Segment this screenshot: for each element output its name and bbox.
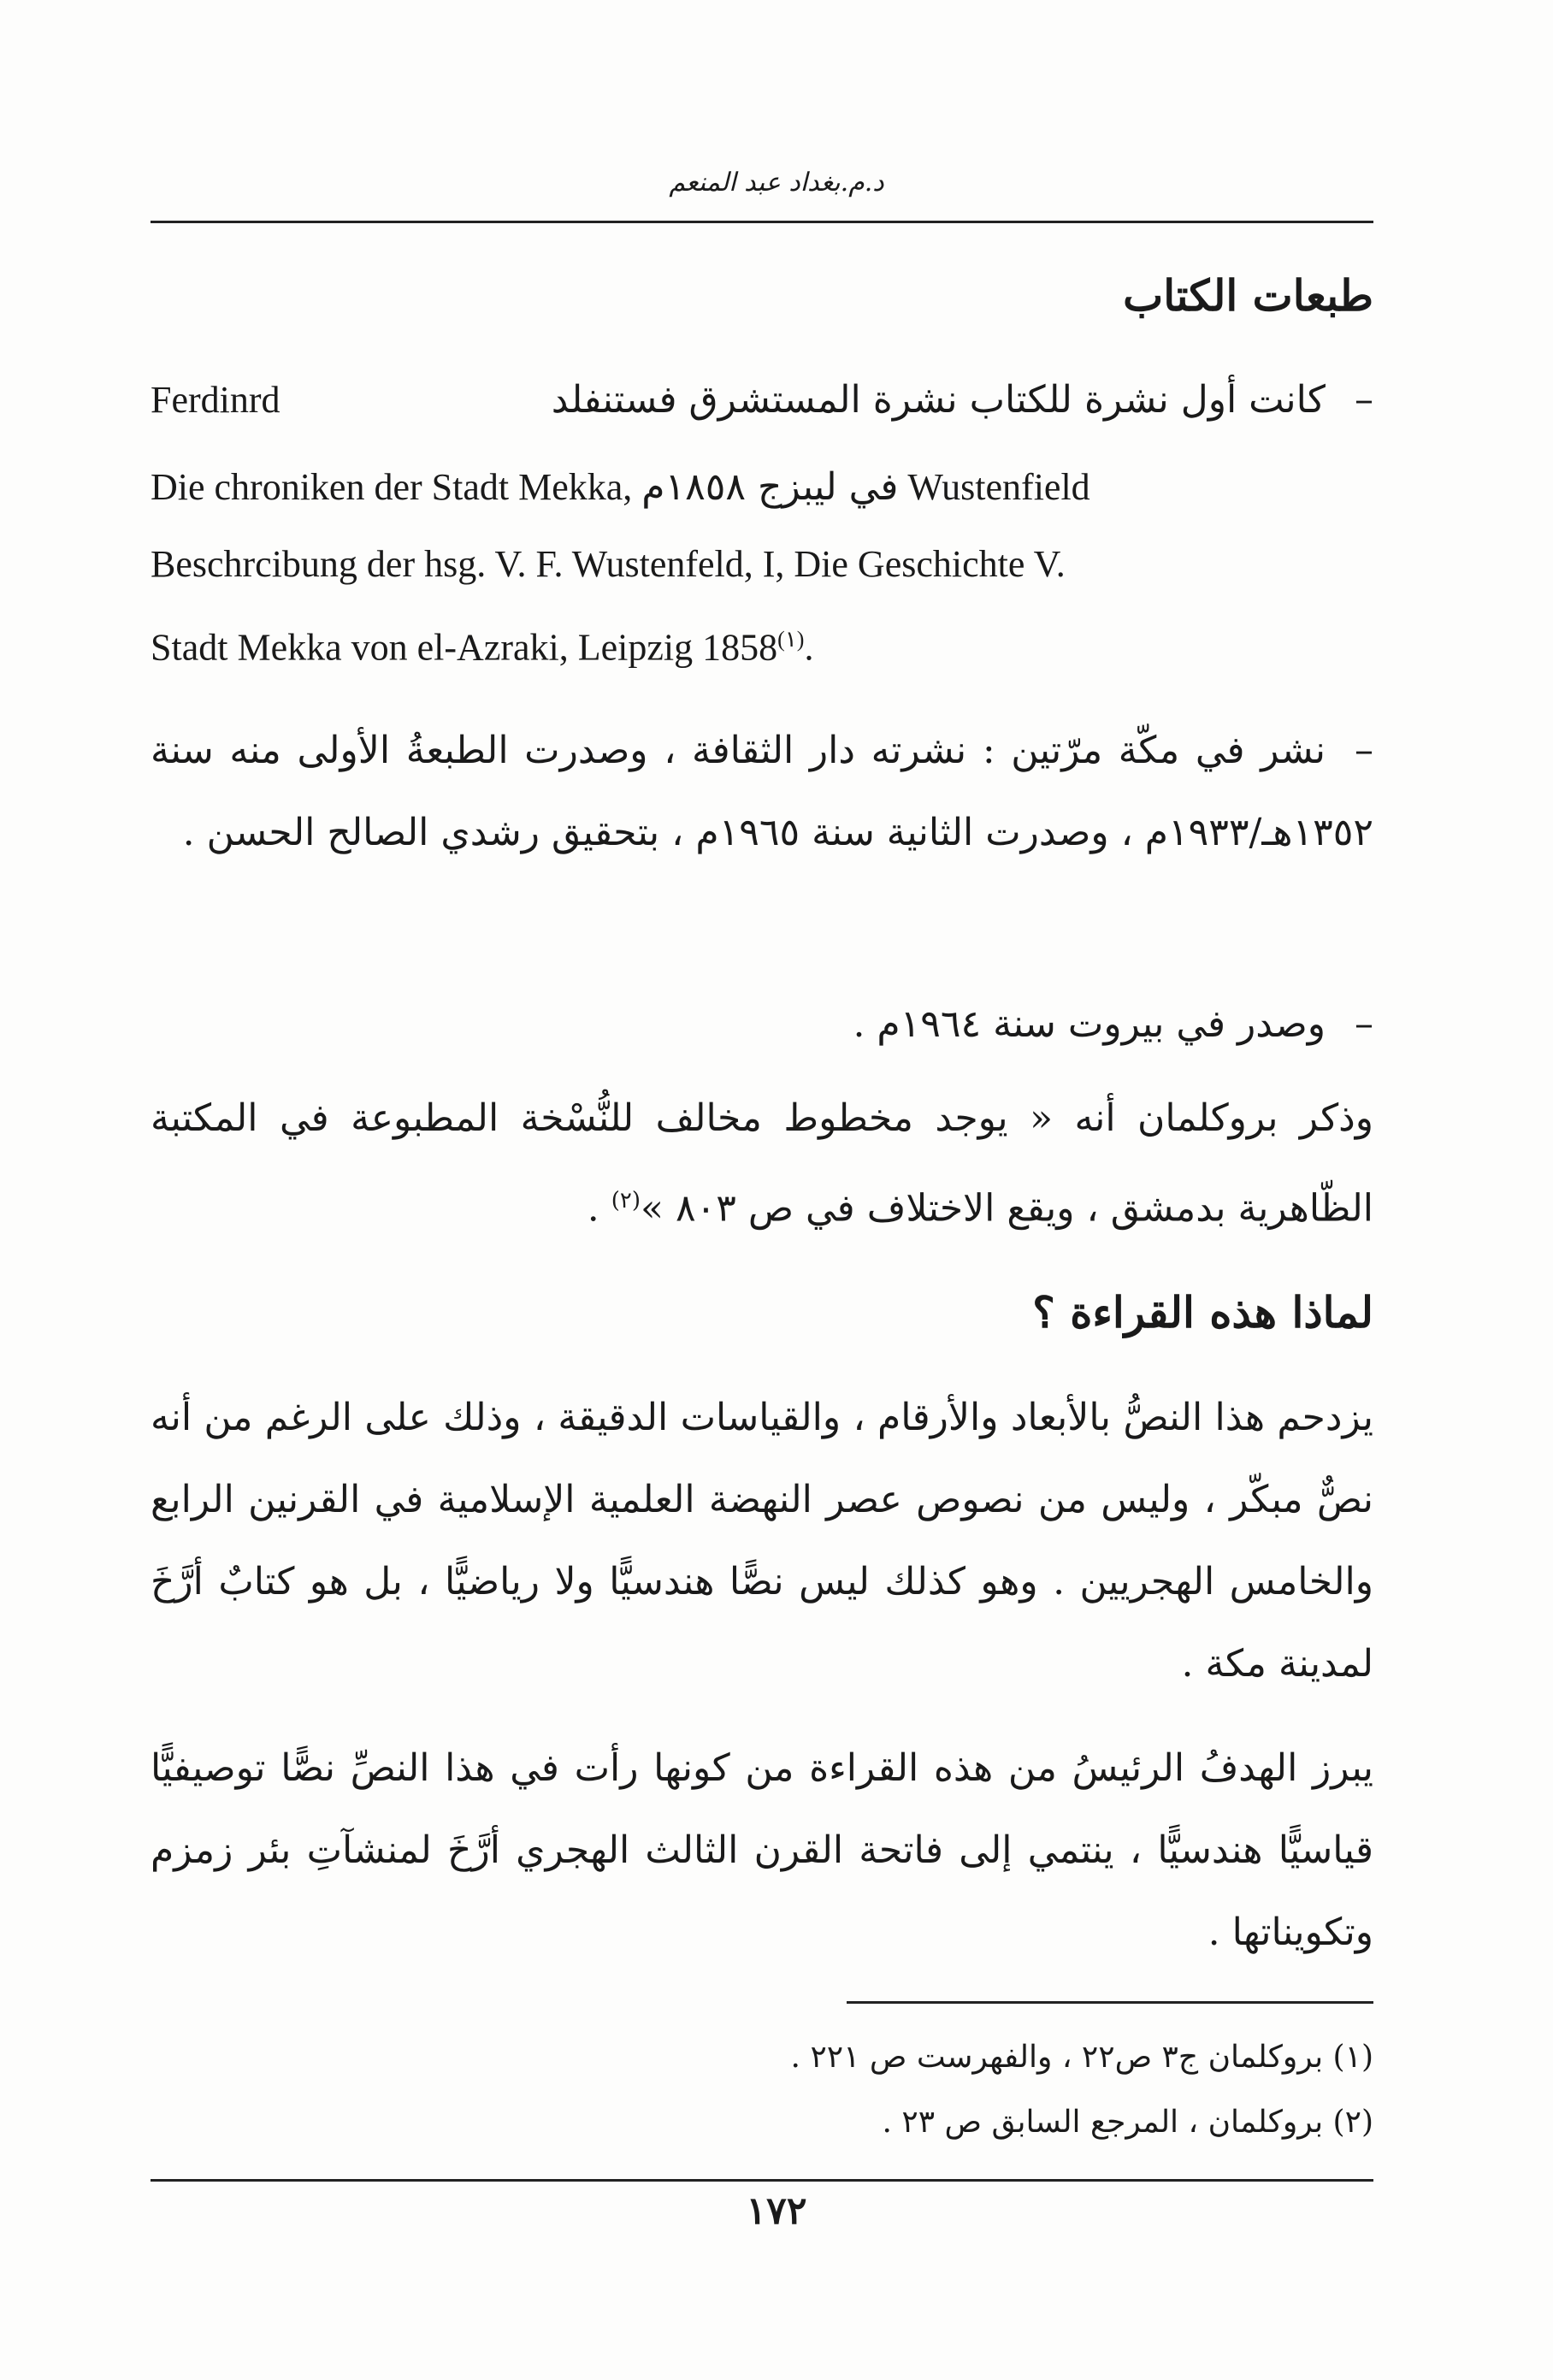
footnote-rule: [847, 2001, 1373, 2004]
edition-item-1-line-1: [151, 359, 1373, 441]
footnotes: [151, 2025, 1373, 2155]
bullet-dash: –: [1355, 1002, 1373, 1046]
footnote-1: (١) بروكلمان ج٣ ص٢٢ ، والفهرست ص ٢٢١ .: [790, 2040, 1373, 2075]
edition-item-1-citation: Stadt Mekka von el-Azraki, Leipzig 1858: [151, 626, 778, 669]
edition-item-3-text: وصدر في بيروت سنة ١٩٦٤م .: [853, 1002, 1326, 1046]
edition-item-1-author: Wustenfield: [907, 466, 1090, 508]
edition-item-1-line-3: Beschrcibung der hsg. V. F. Wustenfeld, I, Die Geschichte V.: [151, 543, 1066, 585]
bullet-dash: –: [1355, 729, 1373, 772]
edition-item-1-arabic-place: في ليبزج ١٨٥٨م: [641, 465, 899, 509]
section-heading-editions: طبعات الكتاب: [1123, 270, 1373, 321]
section-heading-why-reading: لماذا هذه القراءة ؟: [1032, 1287, 1373, 1338]
edition-item-1-line-4: Stadt Mekka von el-Azraki, Leipzig 1858$^{(١)}$.: [151, 626, 814, 669]
why-reading-paragraph-1: يزدحم هذا النصُّ بالأبعاد والأرقام ، والقياسات الدقيقة ، وذلك على الرغم من أنه نصٌّ مبكّر ، وليس من نصوص عصر النهضة العلمية الإسلامية في القرنين الرابع والخامس الهجريين . وهو كذلك ليس نصًّا هندسيًّا ولا رياضيًّا ، بل هو كتابٌ أرَّخَ لمدينة مكة .: [151, 1396, 1373, 1686]
edition-item-1-name: Ferdinrd: [151, 379, 280, 421]
brockelmann-paragraph: وذكر بروكلمان أنه « يوجد مخطوط مخالف للنُّسْخة المطبوعة في المكتبة الظّاهرية بدمشق ، ويقع الاختلاف في ص ٨٠٣ »$^{(٢)}$ .: [151, 1096, 1373, 1231]
page-number: ١٧٢: [746, 2189, 807, 2233]
edition-item-3: [151, 983, 1373, 1066]
bottom-rule: [151, 2179, 1373, 2182]
footnote-marker-1: (١): [777, 627, 805, 652]
bullet-dash: –: [1355, 378, 1373, 422]
edition-item-1-line-2: [151, 453, 1373, 522]
running-header: د.م.بغداد عبد المنعم: [669, 168, 884, 198]
edition-item-1-latin-title: Die chroniken der Stadt Mekka,: [151, 466, 633, 508]
edition-item-2-text: نشر في مكّة مرّتين : نشرته دار الثقافة ، وصدرت الطبعةُ الأولى منه سنة ١٣٥٢هـ/١٩٣٣م ، وصدرت الثانية سنة ١٩٦٥م ، بتحقيق رشدي الصالح الحسن .: [151, 729, 1373, 854]
header-rule: [151, 221, 1373, 223]
why-reading-paragraph-2: يبرز الهدفُ الرئيسُ من هذه القراءة من كونها رأت في هذا النصِّ نصًّا توصيفيًّا قياسيًّا هندسيًّا ، ينتمي إلى فاتحة القرن الثالث الهجري أرَّخَ لمنشآتِ بئر زمزم وتكويناتها .: [151, 1746, 1373, 1954]
edition-item-2: [151, 710, 1373, 874]
edition-item-1-arabic: كانت أول نشرة للكتاب نشرة المستشرق فستنفلد: [551, 378, 1326, 422]
footnote-2: (٢) بروكلمان ، المرجع السابق ص ٢٣ .: [882, 2105, 1373, 2140]
footnote-marker-2: (٢): [611, 1188, 641, 1214]
brockelmann-text: وذكر بروكلمان أنه « يوجد مخطوط مخالف للنُّسْخة المطبوعة في المكتبة الظّاهرية بدمشق ، ويقع الاختلاف في ص ٨٠٣ »: [151, 1096, 1373, 1231]
